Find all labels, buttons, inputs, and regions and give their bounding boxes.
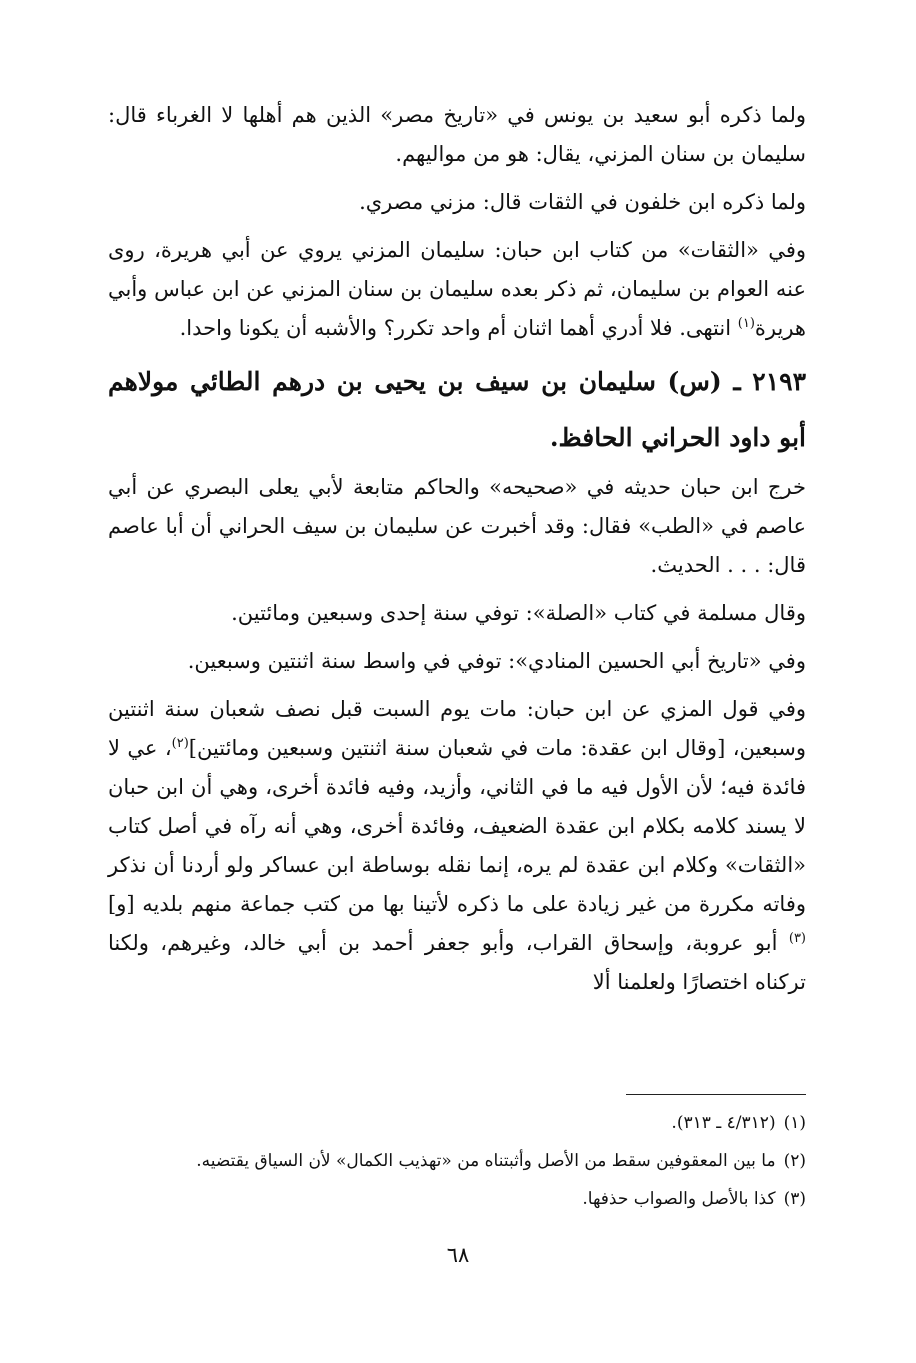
footnote-text: (٤/٣١٢ ـ ٣١٣).	[671, 1113, 776, 1133]
footnote-text: كذا بالأصل والصواب حذفها.	[582, 1189, 776, 1209]
paragraph-munadi: وفي «تاريخ أبي الحسين المنادي»: توفي في واسط سنة اثنتين وسبعين.	[187, 649, 806, 673]
footnote-separator	[626, 1094, 806, 1095]
footnote-2	[108, 1142, 806, 1180]
main-text	[108, 96, 806, 1002]
paragraph-thiqat	[108, 231, 806, 348]
footnote-number: (٢)	[783, 1151, 806, 1171]
paragraph-ibn-yunus: ولما ذكره أبو سعيد بن يونس في «تاريخ مصر» الذين هم أهلها لا الغرباء قال: سليمان بن سنان المزني، يقال: هو من مواليهم.	[108, 103, 806, 166]
footnote-3	[108, 1180, 806, 1218]
footnote-ref-2: (٢)	[171, 736, 189, 751]
paragraph-mizzi	[108, 690, 806, 1002]
paragraph-thiqat-start: وفي «الثقات» من كتاب ابن حبان: سليمان المزني يروي عن أبي هريرة، روى عنه العوام بن سليمان، ثم ذكر بعده سليمان بن سنان المزني عن ابن عباس وأبي هريرة	[108, 238, 806, 340]
page-number: ٦٨	[446, 1243, 470, 1267]
footnote-ref-3: (٣)	[788, 931, 806, 946]
paragraph-mizzi-part-b: ، عي لا فائدة فيه؛ لأن الأول فيه ما في الثاني، وأزيد، وفيه فائدة أخرى، وهي أن ابن حبان لا يسند كلامه بكلام ابن عقدة الضعيف، وفائدة أخرى، وهي أنه رآه في أصل كتاب «الثقات» وكلام ابن عقدة لم يره، إنما نقله بوساطة ابن عساكر ولو أردنا أن نذكر وفاته مكررة من غير زيادة على ما ذكره لأتينا بها من كتب جماعة منهم بلديه [و]	[108, 736, 807, 916]
paragraph-ibn-khalfun: ولما ذكره ابن خلفون في الثقات قال: مزني مصري.	[359, 190, 806, 214]
paragraph-mizzi-part-a: وفي قول المزي عن ابن حبان: مات يوم السبت قبل نصف شعبان سنة اثنتين وسبعين، [وقال ابن عقدة: مات في شعبان سنة اثنتين وسبعين ومائتين]	[108, 697, 806, 760]
footnote-1	[108, 1104, 806, 1142]
footnote-text: ما بين المعقوفين سقط من الأصل وأثبتناه من «تهذيب الكمال» لأن السياق يقتضيه.	[196, 1151, 776, 1171]
footnote-number: (٣)	[783, 1189, 806, 1209]
paragraph-mizzi-part-c: أبو عروبة، وإسحاق القراب، وأبو جعفر أحمد بن أبي خالد، وغيرهم، ولكنا تركناه اختصارًا ولعلمنا ألا	[108, 931, 806, 994]
paragraph-ibn-hibban: خرج ابن حبان حديثه في «صحيحه» والحاكم متابعة لأبي يعلى البصري عن أبي عاصم في «الطب» فقال: وقد أخبرت عن سليمان بن سيف الحراني أن أبا عاصم قال: . . . الحديث.	[108, 475, 806, 577]
paragraph-maslama: وقال مسلمة في كتاب «الصلة»: توفي سنة إحدى وسبعين ومائتين.	[231, 601, 806, 625]
footnotes	[108, 1104, 806, 1218]
entry-heading: ٢١٩٣ ـ (س) سليمان بن سيف بن يحيى بن درهم الطائي مولاهم أبو داود الحراني الحافظ.	[108, 367, 806, 452]
paragraph-thiqat-end: انتهى. فلا أدري أهما اثنان أم واحد تكرر؟ والأشبه أن يكونا واحدا.	[179, 316, 738, 340]
footnote-number: (١)	[783, 1113, 806, 1133]
footnote-ref-1: (١)	[737, 316, 755, 331]
